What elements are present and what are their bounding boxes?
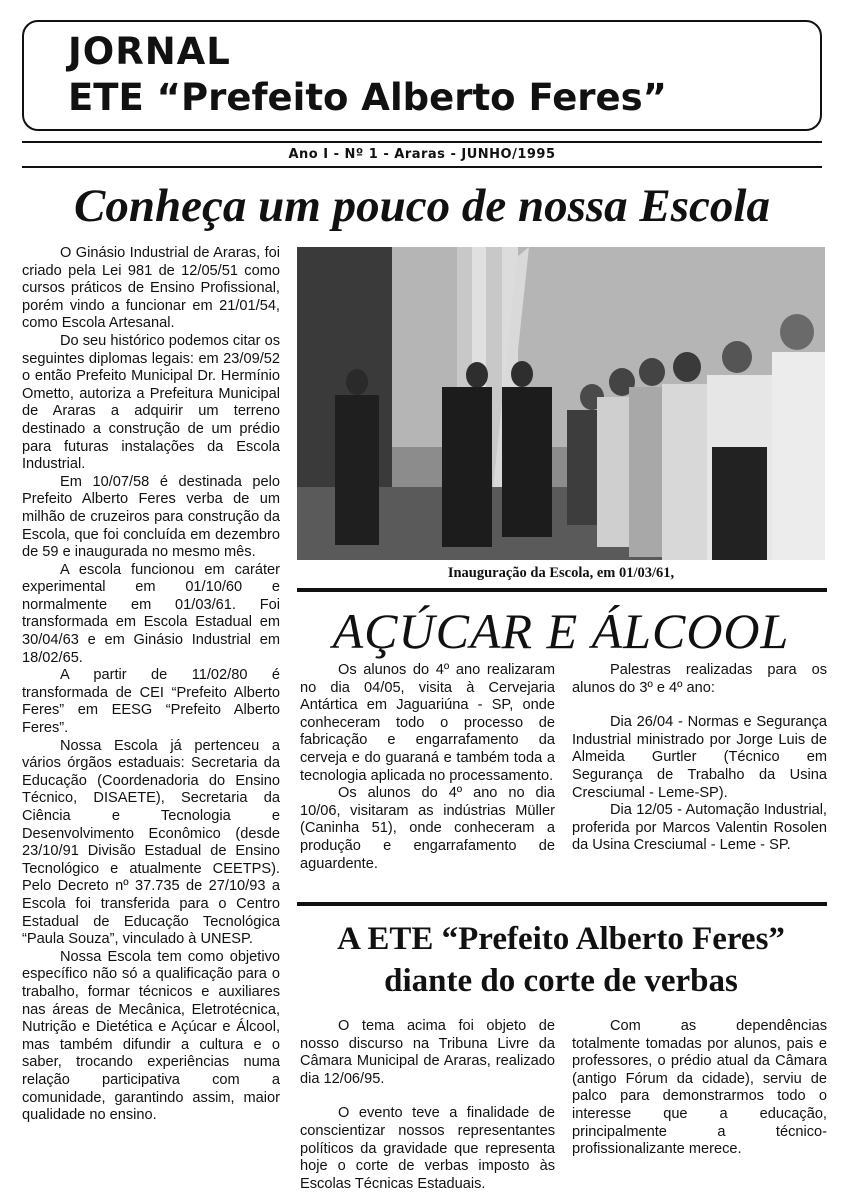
article-paragraph: Palestras realizadas para os alunos do 3º e 4º ano: xyxy=(572,662,827,696)
left-column-article xyxy=(22,245,280,1125)
acucar-headline: AÇÚCAR E ÁLCOOL xyxy=(332,603,790,659)
section-rule xyxy=(297,902,827,906)
article-paragraph: Nossa Escola tem como objetivo específico não só a qualificação para o trabalho, formar técnicos e auxiliares nas áreas de Mecânica, Eletrotécnica, Nutrição e Dietética e Açúcar e Álcool, mas também difundir a cultura e o saber, trocando experiências numa relação participativa com a comunidade, garantindo assim, maior qualidade no ensino. xyxy=(22,948,280,1124)
acucar-left-column xyxy=(300,662,555,873)
article-paragraph: Em 10/07/58 é destinada pelo Prefeito Alberto Feres verba de um milhão de cruzeiros para construção da Escola, que foi concluída em dezembro de 59 e inaugurada no mesmo mês. xyxy=(22,473,280,561)
article-paragraph: O tema acima foi objeto de nosso discurso na Tribuna Livre da Câmara Municipal de Araras, realizado dia 12/06/95. xyxy=(300,1018,555,1087)
masthead-title: JORNAL xyxy=(68,30,231,73)
masthead-rule-top xyxy=(22,141,822,143)
masthead-school-name: ETE “Prefeito Alberto Feres” xyxy=(68,76,667,119)
article-paragraph: Os alunos do 4º ano no dia 10/06, visitaram as indústrias Müller (Caninha 51), onde conheceram a produção e engarrafamento de aguardente. xyxy=(300,785,555,872)
photo-illustration xyxy=(297,247,825,560)
corte-headline xyxy=(297,918,825,1002)
article-paragraph: A escola funcionou em caráter experimental em 01/10/60 e normalmente em 01/03/61. Foi transformada em Escola Estadual em 30/04/63 e em Ginásio Industrial em 18/02/65. xyxy=(22,561,280,666)
article-paragraph: Os alunos do 4º ano realizaram no dia 04/05, visita à Cervejaria Antártica em Jaguariúna - SP, onde conheceram todo o processo de fabricação e engarrafamento da cerveja e do guaraná e também toda a tecnologia aplicada no processamento. xyxy=(300,662,555,784)
article-paragraph: Do seu histórico podemos citar os seguintes diplomas legais: em 23/09/52 o então Prefeito Municipal Dr. Hermínio Ometto, autoriza a Prefeitura Municipal de Araras a adquirir um terreno destinado a construção de um prédio para futuras instalações da Escola Industrial. xyxy=(22,332,280,473)
photo-caption: Inauguração da Escola, em 01/03/61, xyxy=(447,565,675,581)
corte-right-column xyxy=(572,1018,827,1159)
masthead-rule-bottom xyxy=(22,166,822,168)
inauguration-photo xyxy=(297,247,825,560)
article-paragraph: Com as dependências totalmente tomadas por alunos, pais e professores, o prédio atual da Câmara (antigo Fórum da cidade), serviu de palco para demonstrarmos todo o interesse que a educação, principalmente a técnico-profissionalizante merece. xyxy=(572,1018,827,1158)
corte-headline-line1: A ETE “Prefeito Alberto Feres” xyxy=(337,921,785,957)
acucar-right-column xyxy=(572,662,827,855)
corte-headline-line2: diante do corte de verbas xyxy=(384,963,738,999)
article-paragraph: Dia 26/04 - Normas e Segurança Industrial ministrado por Jorge Luis de Almeida Gurtler (Técnico em Segurança de Trabalho da Usina Cresciumal - Leme-SP). xyxy=(572,714,827,801)
issue-line: Ano I - Nº 1 - Araras - JUNHO/1995 xyxy=(288,147,556,162)
article-paragraph: O Ginásio Industrial de Araras, foi criado pela Lei 981 de 12/05/51 como cursos práticos de Ensino Profissional, porém vindo a funcionar em 21/01/54, como Escola Artesanal. xyxy=(22,245,280,332)
masthead-box xyxy=(22,20,822,131)
article-paragraph: Dia 12/05 - Automação Industrial, proferida por Marcos Valentin Rosolen da Usina Cresciumal - Leme - SP. xyxy=(572,802,827,854)
section-rule xyxy=(297,588,827,592)
main-headline: Conheça um pouco de nossa Escola xyxy=(74,180,770,232)
corte-left-column xyxy=(300,1018,555,1193)
article-paragraph: A partir de 11/02/80 é transformada de CEI “Prefeito Alberto Feres” em EESG “Prefeito Alberto Feres”. xyxy=(22,667,280,737)
article-paragraph: O evento teve a finalidade de conscientizar nossos representantes políticos da gravidade que representa hoje o corte de verbas imposto às Escolas Técnicas Estaduais. xyxy=(300,1105,555,1192)
article-paragraph: Nossa Escola já pertenceu a vários órgãos estaduais: Secretaria da Educação (Coordenadoria do Ensino Técnico, DISAETE), Secretaria da Ciência e Tecnologia e Desenvolvimento Econômico (desde 23/10/91 Divisão Estadual de Ensino Tecnológico e atualmente CEETPS). Pelo Decreto nº 37.735 de 27/10/93 a Escola foi transferida para o Centro Estadual de Educação Tecnológica “Paula Souza”, vinculado à UNESP. xyxy=(22,737,280,948)
